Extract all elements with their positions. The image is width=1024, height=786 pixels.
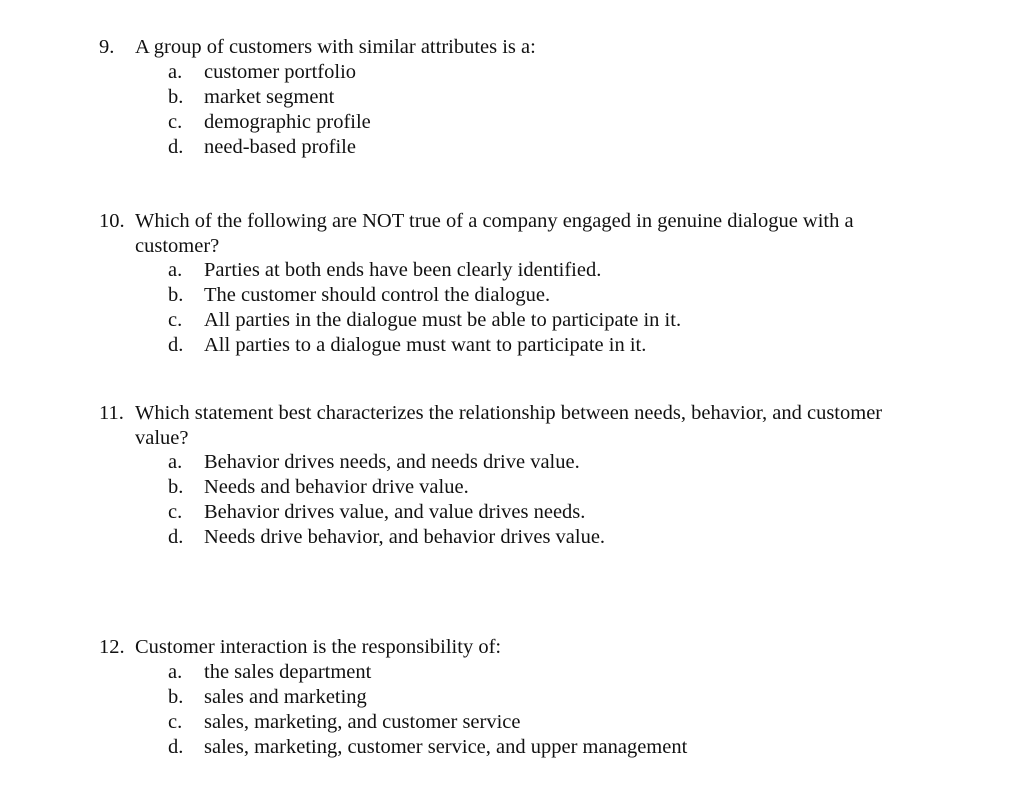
option-text: All parties in the dialogue must be able to participate in it. xyxy=(204,309,682,331)
option-letter: b. xyxy=(168,685,184,708)
option-text: sales, marketing, and customer service xyxy=(204,710,521,733)
answer-option-c xyxy=(0,500,1024,525)
question-line xyxy=(0,426,1024,451)
option-text: customer portfolio xyxy=(204,60,357,83)
question-text: Which of the following are NOT true of a company engaged in genuine dialogue with a xyxy=(135,210,854,232)
question-text-continued: value? xyxy=(135,426,189,449)
option-text: Behavior drives needs, and needs drive value. xyxy=(204,451,580,473)
answer-option-b xyxy=(0,283,1024,308)
answer-option-a xyxy=(0,660,1024,685)
answer-option-d xyxy=(0,735,1024,760)
question-12 xyxy=(0,635,1024,760)
answer-option-a xyxy=(0,60,1024,85)
option-text: the sales department xyxy=(204,660,372,683)
option-text: sales, marketing, customer service, and upper management xyxy=(204,735,688,758)
option-letter: c. xyxy=(168,501,183,523)
question-text-continued: customer? xyxy=(135,234,220,257)
option-text: sales and marketing xyxy=(204,685,367,708)
question-line xyxy=(0,35,1024,60)
option-text: All parties to a dialogue must want to participate in it. xyxy=(204,334,647,356)
question-line xyxy=(0,209,1024,234)
question-11 xyxy=(0,401,1024,550)
answer-option-c xyxy=(0,110,1024,135)
answer-option-a xyxy=(0,450,1024,475)
question-text: Customer interaction is the responsibility of: xyxy=(135,636,502,658)
option-letter: b. xyxy=(168,476,184,498)
question-line xyxy=(0,234,1024,259)
option-letter: b. xyxy=(168,85,184,108)
option-letter: a. xyxy=(168,259,183,281)
option-text: The customer should control the dialogue. xyxy=(204,284,551,306)
option-letter: d. xyxy=(168,735,184,758)
option-letter: d. xyxy=(168,526,184,548)
option-text: need-based profile xyxy=(204,135,356,158)
answer-option-c xyxy=(0,710,1024,735)
option-letter: c. xyxy=(168,110,183,133)
option-letter: a. xyxy=(168,451,183,473)
question-line xyxy=(0,635,1024,660)
question-number: 9. xyxy=(99,36,115,58)
answer-option-b xyxy=(0,85,1024,110)
question-number: 12. xyxy=(99,636,125,658)
answer-option-b xyxy=(0,475,1024,500)
answer-option-c xyxy=(0,308,1024,333)
option-text: Needs and behavior drive value. xyxy=(204,476,469,498)
option-text: Behavior drives value, and value drives needs. xyxy=(204,501,586,523)
question-number: 11. xyxy=(99,402,124,424)
question-text: Which statement best characterizes the relationship between needs, behavior, and customer xyxy=(135,402,883,424)
option-letter: b. xyxy=(168,284,184,306)
option-text: demographic profile xyxy=(204,110,371,133)
answer-option-a xyxy=(0,258,1024,283)
question-number: 10. xyxy=(99,210,125,232)
question-line xyxy=(0,401,1024,426)
answer-option-d xyxy=(0,135,1024,160)
question-text: A group of customers with similar attributes is a: xyxy=(135,36,536,58)
answer-option-d xyxy=(0,333,1024,358)
answer-option-b xyxy=(0,685,1024,710)
answer-option-d xyxy=(0,525,1024,550)
question-10 xyxy=(0,209,1024,358)
option-text: Needs drive behavior, and behavior drives value. xyxy=(204,526,606,548)
question-9 xyxy=(0,35,1024,160)
option-text: market segment xyxy=(204,85,335,108)
option-letter: a. xyxy=(168,60,183,83)
option-letter: d. xyxy=(168,135,184,158)
option-letter: a. xyxy=(168,660,183,683)
option-letter: c. xyxy=(168,309,183,331)
option-letter: d. xyxy=(168,334,184,356)
option-letter: c. xyxy=(168,710,183,733)
option-text: Parties at both ends have been clearly identified. xyxy=(204,259,602,281)
